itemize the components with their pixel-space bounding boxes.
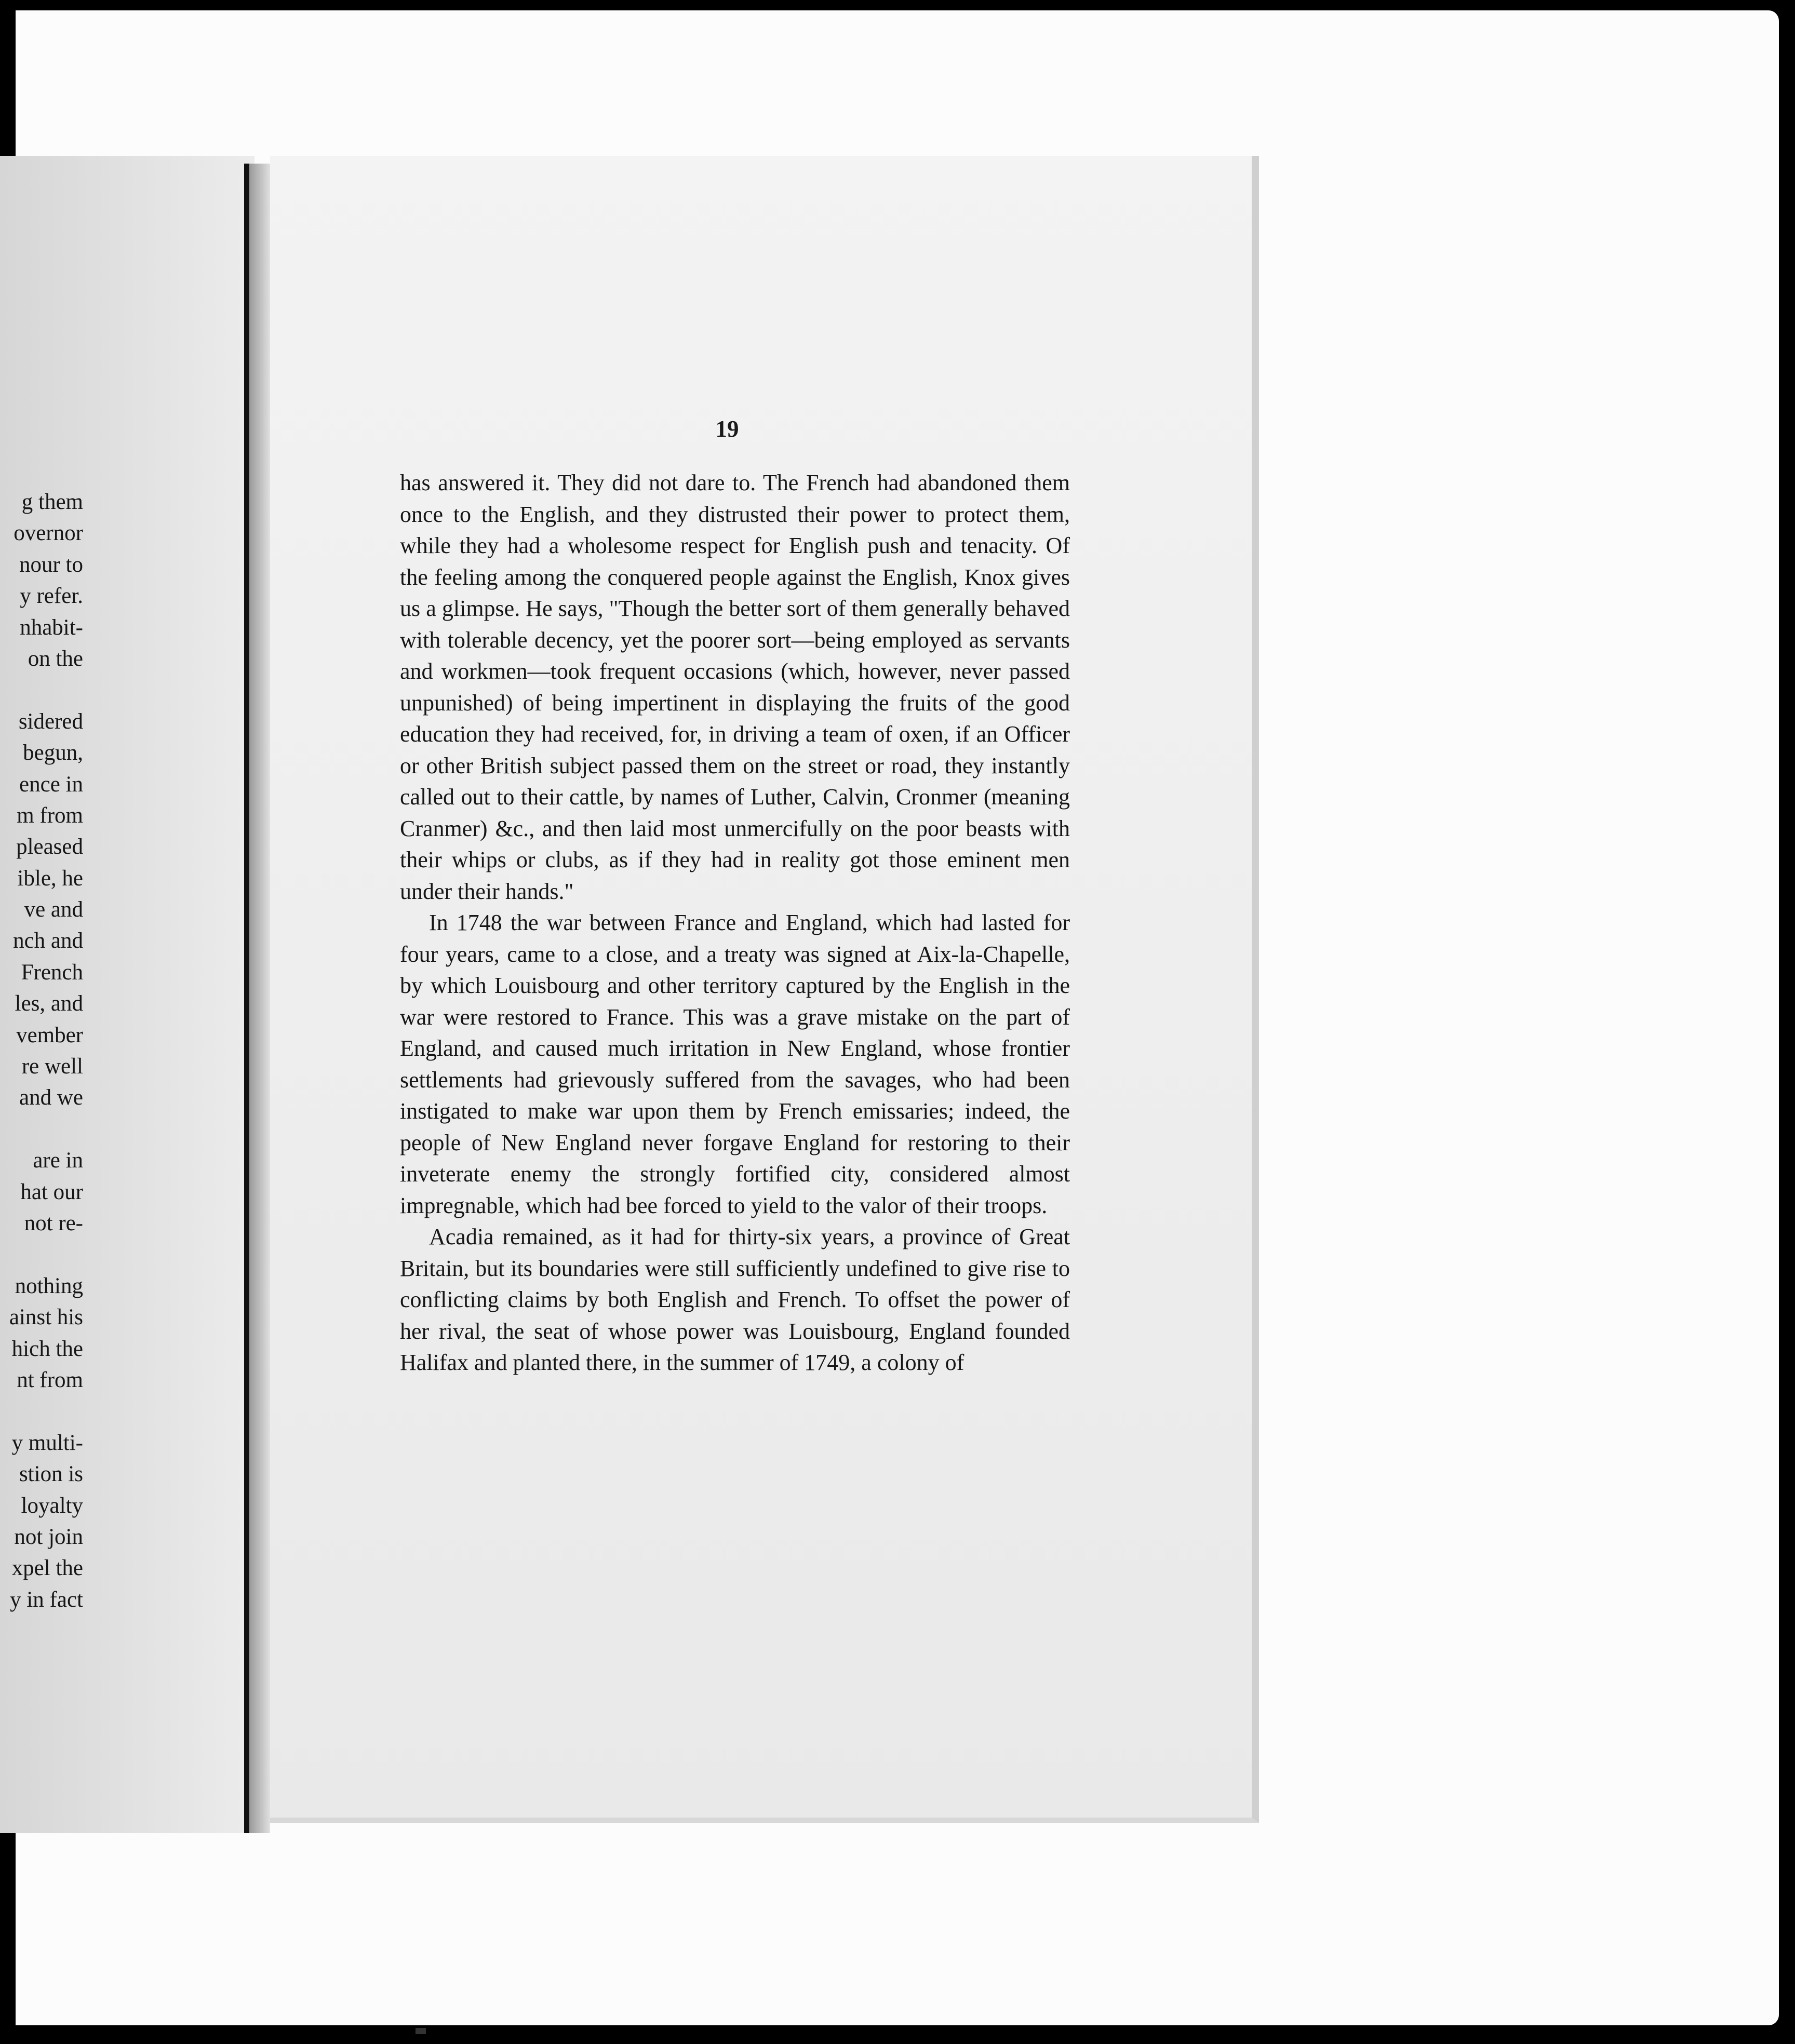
left-page-line: vember — [16, 1023, 83, 1047]
left-page-line — [0, 1239, 83, 1270]
left-page-line: ainst his — [9, 1305, 83, 1330]
left-page-line: nhabit- — [20, 615, 83, 640]
left-page-line: pleased — [16, 835, 83, 859]
paragraph-2: In 1748 the war between France and England, which had lasted for four years, came to a close, and a treaty was signed at Aix-la-Chapelle, by which Louisbourg and other territory captured by the English in the war were restored to France. This was a grave mistake on the part of England, and caused much irritation in New England, whose frontier settlements had grievously suffered from the savages, who had been instigated to make war upon them by French emissaries; indeed, the people of New England never forgave England for restoring to their inveterate enemy the strongly fortified city, considered almost impregnable, which had bee forced to yield to the valor of their troops. — [400, 910, 1070, 1218]
page-body-text — [400, 467, 1070, 1379]
left-page-line: and we — [19, 1085, 83, 1110]
left-page-line: nt from — [17, 1367, 83, 1392]
left-page-line: French — [21, 960, 83, 985]
left-page-line: nch and — [13, 929, 83, 953]
left-page-line: g them — [21, 490, 83, 514]
left-page-line: on the — [28, 646, 83, 671]
left-page-line: nour to — [19, 552, 83, 577]
left-page-line: not re- — [24, 1211, 83, 1235]
left-page-line: stion is — [19, 1462, 83, 1487]
left-page-line: y refer. — [20, 584, 83, 609]
left-page-line — [0, 1114, 83, 1145]
left-page-line: ible, he — [17, 866, 83, 891]
left-page-line: overnor — [14, 521, 83, 546]
left-page-line: xpel the — [11, 1556, 83, 1581]
left-page-line: nothing — [15, 1273, 83, 1298]
left-page-line: loyalty — [21, 1493, 83, 1518]
left-page-line: re well — [21, 1054, 83, 1079]
scan-edge-mark — [416, 2028, 426, 2034]
page-number: 19 — [715, 416, 739, 442]
left-page-line — [0, 675, 83, 706]
paragraph-3: Acadia remained, as it had for thirty-six years, a province of Great Britain, but its boundaries were still sufficiently undefined to give rise to conflicting claims by both English and French. To offset the power of her rival, the seat of whose power was Louisbourg, England founded Halifax and planted there, in the summer of 1749, a colony of — [400, 1224, 1070, 1375]
left-page-line: les, and — [15, 991, 83, 1016]
left-page-line: y in fact — [10, 1587, 83, 1612]
left-page-line: m from — [17, 803, 83, 828]
left-page — [0, 156, 254, 1833]
left-page-line: hat our — [20, 1179, 83, 1204]
left-page-line: y multi- — [11, 1430, 83, 1455]
left-page-line: ve and — [24, 897, 83, 922]
binding-spine — [244, 164, 249, 1833]
spine-shadow — [249, 164, 270, 1833]
left-page-line: begun, — [23, 741, 83, 765]
left-page-line: sidered — [18, 709, 83, 734]
left-page-line: are in — [33, 1148, 83, 1173]
left-page-text-fragments — [0, 487, 83, 1616]
left-page-line: not join — [14, 1524, 83, 1549]
left-page-line: ence in — [19, 772, 83, 797]
paragraph-1: has answered it. They did not dare to. The French had abandoned them once to the English, and they distrusted their power to protect them, while they had a wholesome respect for English push and tenacity. Of the feeling among the conquered people against the English, Knox gives us a glimpse. He says, "Though the better sort of them generally behaved with tolerable decency, yet the poorer sort—being employed as servants and workmen—took frequent occasions (which, however, never passed unpunished) of being impertinent in displaying the fruits of the good education they had received, for, in driving a team of oxen, if an Officer or other British subject passed them on the street or road, they instantly called out to their cattle, by names of Luther, Calvin, Cronmer (meaning Cranmer) &c., and then laid most unmercifully on the poor beasts with their whips or clubs, as if they had in reality got those eminent men under their hands." — [400, 470, 1070, 904]
left-page-line: hich the — [11, 1336, 83, 1361]
left-page-line — [0, 1396, 83, 1427]
